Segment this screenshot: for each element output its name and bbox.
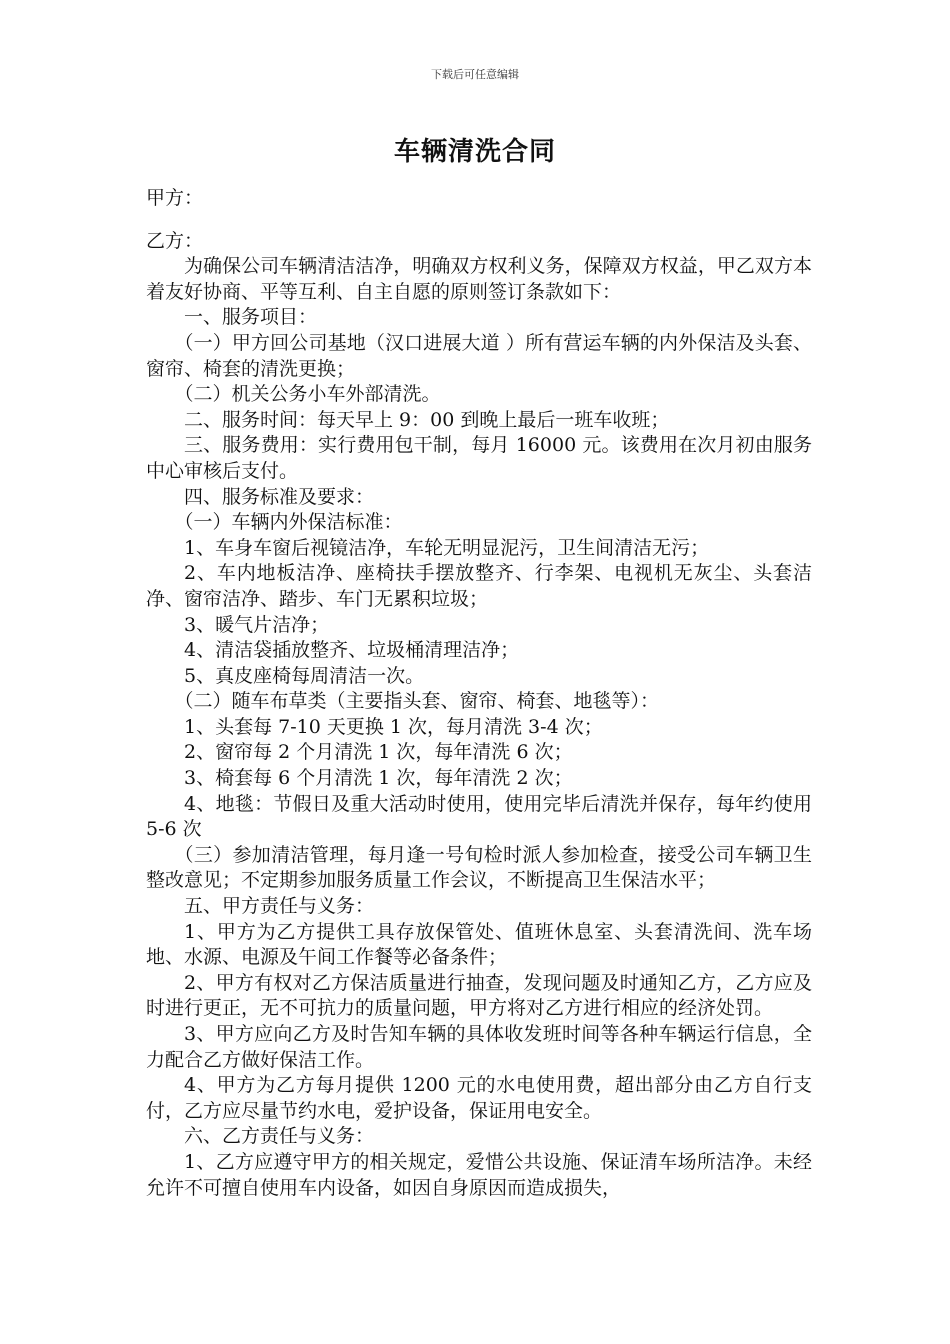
party-a-duty-2: 2、甲方有权对乙方保洁质量进行抽查，发现问题及时通知乙方，乙方应及时进行更正，无不可抗力的质量问题，甲方将对乙方进行相应的经济处罚。 [146, 971, 812, 1020]
subsection-linens: （二）随车布草类（主要指头套、窗帘、椅套、地毯等）： [174, 690, 660, 713]
linen-item-2: 2、窗帘每 2 个月清洗 1 次，每年清洗 6 次； [184, 741, 573, 764]
section-heading-services: 一、服务项目： [184, 306, 318, 329]
party-a-duty-3: 3、甲方应向乙方及时告知车辆的具体收发班时间等各种车辆运行信息，全力配合乙方做好保洁工作。 [146, 1023, 812, 1071]
subsection-management: （三）参加清洁管理，每月逢一号旬检时派人参加检查，接受公司车辆卫生整改意见；不定期参加服务质量工作会议，不断提高卫生保洁水平； [146, 843, 812, 892]
section-heading-party-b-duties: 六、乙方责任与义务： [184, 1125, 375, 1148]
standard-item-2: 2、车内地板洁净、座椅扶手摆放整齐、行李架、电视机无灰尘、头套洁净、窗帘洁净、踏步、车门无累积垃圾； [146, 562, 812, 610]
document-title: 车辆清洗合同 [393, 137, 556, 167]
linen-item-1: 1、头套每 7-10 天更换 1 次，每月清洗 3-4 次； [184, 715, 603, 738]
spacer [146, 212, 812, 229]
standard-item-4: 4、清洁袋插放整齐、垃圾桶清理洁净； [184, 639, 520, 662]
standard-item-1: 1、车身车窗后视镜洁净，车轮无明显泥污，卫生间清洁无污； [184, 536, 710, 559]
standard-item-3: 3、暖气片洁净； [184, 613, 330, 636]
service-item-1: （一）甲方回公司基地（汉口进展大道 ）所有营运车辆的内外保洁及头套、窗帘、椅套的清洗更换； [146, 331, 812, 380]
contract-body [146, 186, 812, 1201]
linen-item-3: 3、椅套每 6 个月清洗 1 次，每年清洗 2 次； [184, 767, 573, 790]
service-item-2: （二）机关公务小车外部清洗。 [174, 383, 441, 406]
header-note: 下载后可任意编辑 [431, 68, 519, 81]
preamble-paragraph: 为确保公司车辆清洁洁净，明确双方权利义务，保障双方权益，甲乙双方本着友好协商、平等互利、自主自愿的原则签订条款如下： [146, 255, 812, 303]
party-a-duty-4: 4、甲方为乙方每月提供 1200 元的水电使用费，超出部分由乙方自行支付，乙方应尽量节约水电，爱护设备，保证用电安全。 [146, 1074, 812, 1122]
party-a-line: 甲方： [146, 187, 204, 209]
party-b-line: 乙方： [146, 229, 204, 252]
section-heading-party-a-duties: 五、甲方责任与义务： [184, 895, 375, 918]
standard-item-5: 5、真皮座椅每周清洁一次。 [184, 664, 425, 687]
subsection-cleaning-standards: （一）车辆内外保洁标准： [174, 511, 403, 534]
party-a-duty-1: 1、甲方为乙方提供工具存放保管处、值班休息室、头套清洗间、洗车场地、水源、电源及午间工作餐等必备条件； [146, 920, 812, 969]
section-heading-standards: 四、服务标准及要求： [184, 485, 375, 508]
linen-item-4: 4、地毯：节假日及重大活动时使用，使用完毕后清洗并保存，每年约使用 5-6 次 [146, 792, 812, 841]
section-service-fee: 三、服务费用：实行费用包干制，每月 16000 元。该费用在次月初由服务中心审核后支付。 [146, 434, 812, 482]
section-service-time: 二、服务时间：每天早上 9：00 到晚上最后一班车收班； [184, 408, 670, 431]
party-b-duty-1: 1、乙方应遵守甲方的相关规定，爱惜公共设施、保证清车场所洁净。未经允许不可擅自使用车内设备，如因自身原因而造成损失， [146, 1150, 812, 1199]
